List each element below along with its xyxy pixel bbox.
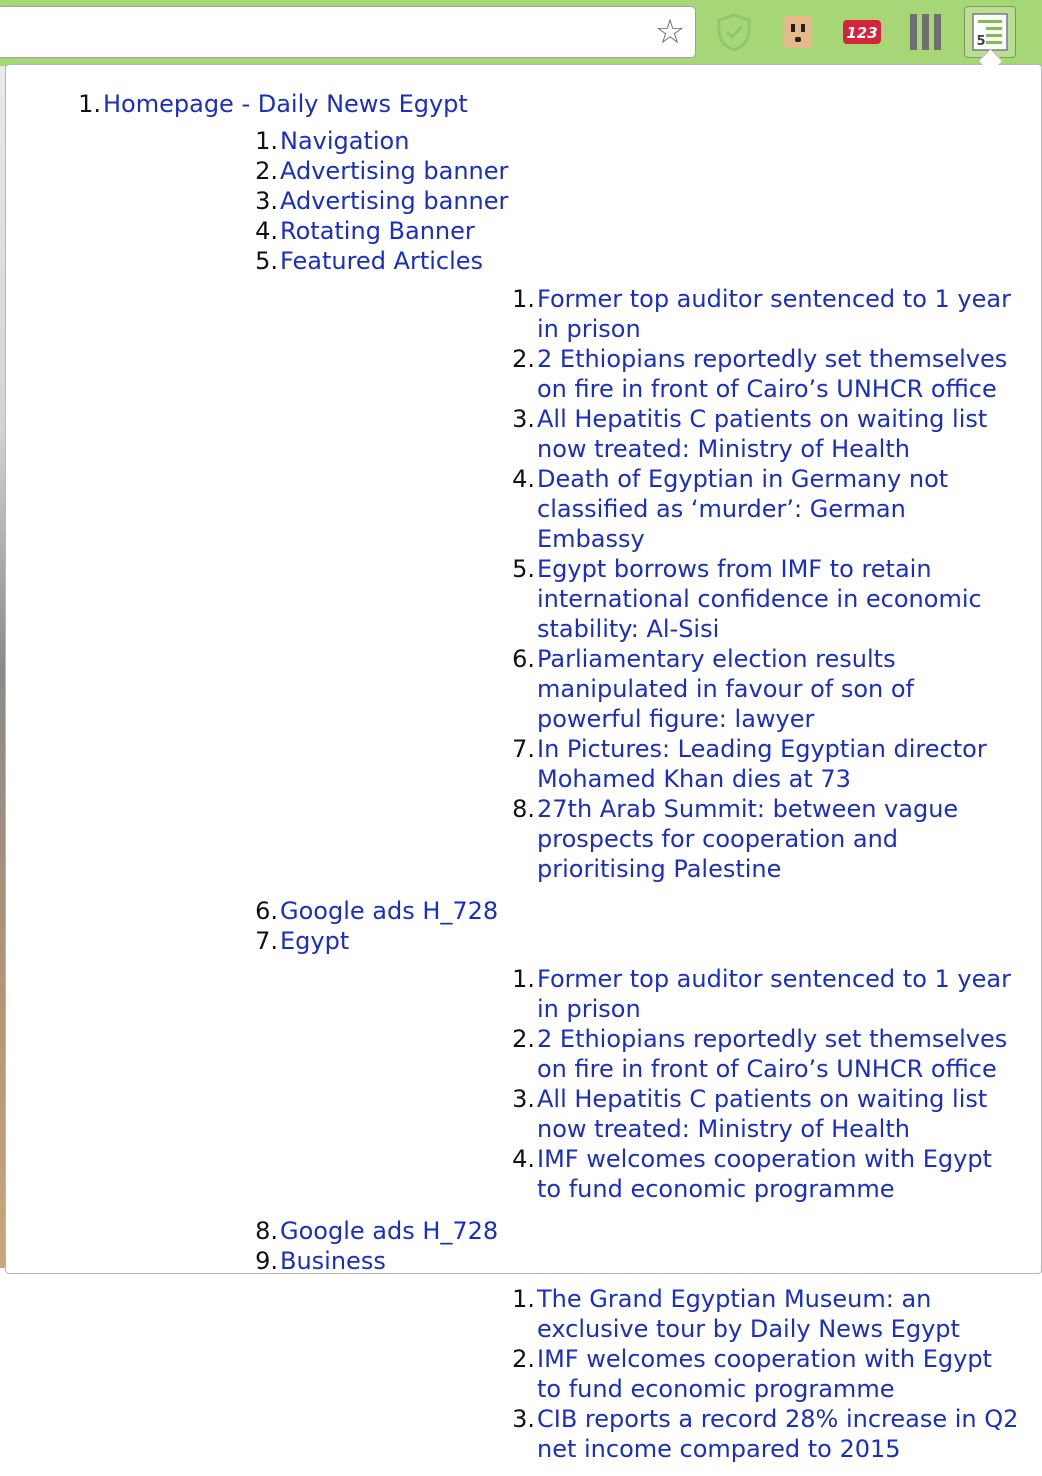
section-number: 3. <box>255 187 278 215</box>
article-item <box>280 464 1041 554</box>
article-item <box>280 1144 1041 1204</box>
article-number: 3. <box>512 1405 535 1433</box>
section-link[interactable]: Business <box>280 1247 386 1275</box>
article-item <box>280 344 1041 404</box>
article-link[interactable]: The Grand Egyptian Museum: an exclusive tour by Daily News Egypt <box>537 1285 960 1343</box>
article-link[interactable]: All Hepatitis C patients on waiting list now treated: Ministry of Health <box>537 405 988 463</box>
article-link[interactable]: CIB reports a record 28% increase in Q2 net income compared to 2015 <box>537 1405 1019 1463</box>
article-number: 7. <box>512 735 535 763</box>
section-number: 7. <box>255 927 278 955</box>
article-list <box>280 964 1041 1204</box>
article-item <box>280 644 1041 734</box>
article-number: 3. <box>512 1085 535 1113</box>
article-link[interactable]: 27th Arab Summit: between vague prospects for cooperation and prioritising Palestine <box>537 795 959 883</box>
section-link[interactable]: Featured Articles <box>280 247 484 275</box>
article-item <box>280 1284 1041 1344</box>
section-item <box>103 216 1041 246</box>
section-link[interactable]: Advertising banner <box>280 157 509 185</box>
article-link[interactable]: IMF welcomes cooperation with Egypt to fund economic programme <box>537 1345 992 1403</box>
shield-check-icon[interactable] <box>712 10 756 54</box>
article-number: 1. <box>512 1285 535 1313</box>
article-number: 6. <box>512 645 535 673</box>
bookmark-star-icon[interactable]: ☆ <box>654 12 686 52</box>
article-link[interactable]: All Hepatitis C patients on waiting list now treated: Ministry of Health <box>537 1085 988 1143</box>
section-link[interactable]: Google ads H_728 <box>280 1217 499 1245</box>
section-item <box>103 1216 1041 1246</box>
article-number: 8. <box>512 795 535 823</box>
outlet-face-icon[interactable] <box>776 10 820 54</box>
section-number: 5. <box>255 247 278 275</box>
article-number: 2. <box>512 1025 535 1053</box>
section-item <box>103 156 1041 186</box>
article-number: 1. <box>512 965 535 993</box>
article-number: 3. <box>512 405 535 433</box>
number-123-icon[interactable] <box>840 10 884 54</box>
article-number: 5. <box>512 555 535 583</box>
section-link[interactable]: Egypt <box>280 927 350 955</box>
article-link[interactable]: In Pictures: Leading Egyptian director Mohamed Khan dies at 73 <box>537 735 987 793</box>
article-number: 1. <box>512 285 535 313</box>
article-item <box>280 1024 1041 1084</box>
columns-icon[interactable] <box>904 10 948 54</box>
article-item <box>280 1404 1041 1464</box>
article-item <box>280 794 1041 884</box>
article-list <box>280 1284 1041 1464</box>
section-item <box>103 126 1041 156</box>
section-link[interactable]: Rotating Banner <box>280 217 475 245</box>
article-item <box>280 1344 1041 1404</box>
outline-link-page-title[interactable]: Homepage - Daily News Egypt <box>103 90 468 118</box>
article-link[interactable]: Death of Egyptian in Germany not classified as ‘murder’: German Embassy <box>537 465 949 553</box>
article-link[interactable]: Former top auditor sentenced to 1 year in prison <box>537 965 1011 1023</box>
outline-list <box>6 89 1041 1464</box>
article-item <box>280 284 1041 344</box>
article-link[interactable]: Former top auditor sentenced to 1 year in prison <box>537 285 1011 343</box>
section-number: 2. <box>255 157 278 185</box>
section-list <box>103 126 1041 1464</box>
address-bar[interactable] <box>0 6 696 58</box>
outline-number: 1. <box>78 90 101 118</box>
article-number: 2. <box>512 345 535 373</box>
article-item <box>280 1084 1041 1144</box>
article-list <box>280 284 1041 884</box>
section-number: 8. <box>255 1217 278 1245</box>
article-item <box>280 964 1041 1024</box>
article-item <box>280 554 1041 644</box>
section-number: 4. <box>255 217 278 245</box>
article-link[interactable]: Parliamentary election results manipulated in favour of son of powerful figure: lawyer <box>537 645 915 733</box>
article-item <box>280 404 1041 464</box>
section-number: 9. <box>255 1247 278 1275</box>
section-link[interactable]: Advertising banner <box>280 187 509 215</box>
section-link[interactable]: Navigation <box>280 127 410 155</box>
article-link[interactable]: IMF welcomes cooperation with Egypt to fund economic programme <box>537 1145 992 1203</box>
section-item <box>103 186 1041 216</box>
section-item <box>103 246 1041 884</box>
article-link[interactable]: 2 Ethiopians reportedly set themselves on fire in front of Cairo’s UNHCR office <box>537 345 1008 403</box>
section-number: 1. <box>255 127 278 155</box>
article-number: 4. <box>512 465 535 493</box>
ext-outline-label: 5 <box>976 34 986 49</box>
section-link[interactable]: Google ads H_728 <box>280 897 499 925</box>
article-link[interactable]: Egypt borrows from IMF to retain international confidence in economic stability: Al-Sisi <box>537 555 982 643</box>
article-number: 2. <box>512 1345 535 1373</box>
ext-123-label: 123 <box>846 24 878 42</box>
outline-popup <box>5 64 1042 1463</box>
article-link[interactable]: 2 Ethiopians reportedly set themselves on fire in front of Cairo’s UNHCR office <box>537 1025 1008 1083</box>
section-item <box>103 896 1041 926</box>
outline-item-page <box>6 89 1041 1464</box>
section-item <box>103 1246 1041 1464</box>
article-item <box>280 734 1041 794</box>
article-number: 4. <box>512 1145 535 1173</box>
browser-toolbar <box>0 0 1042 66</box>
section-item <box>103 926 1041 1204</box>
section-number: 6. <box>255 897 278 925</box>
